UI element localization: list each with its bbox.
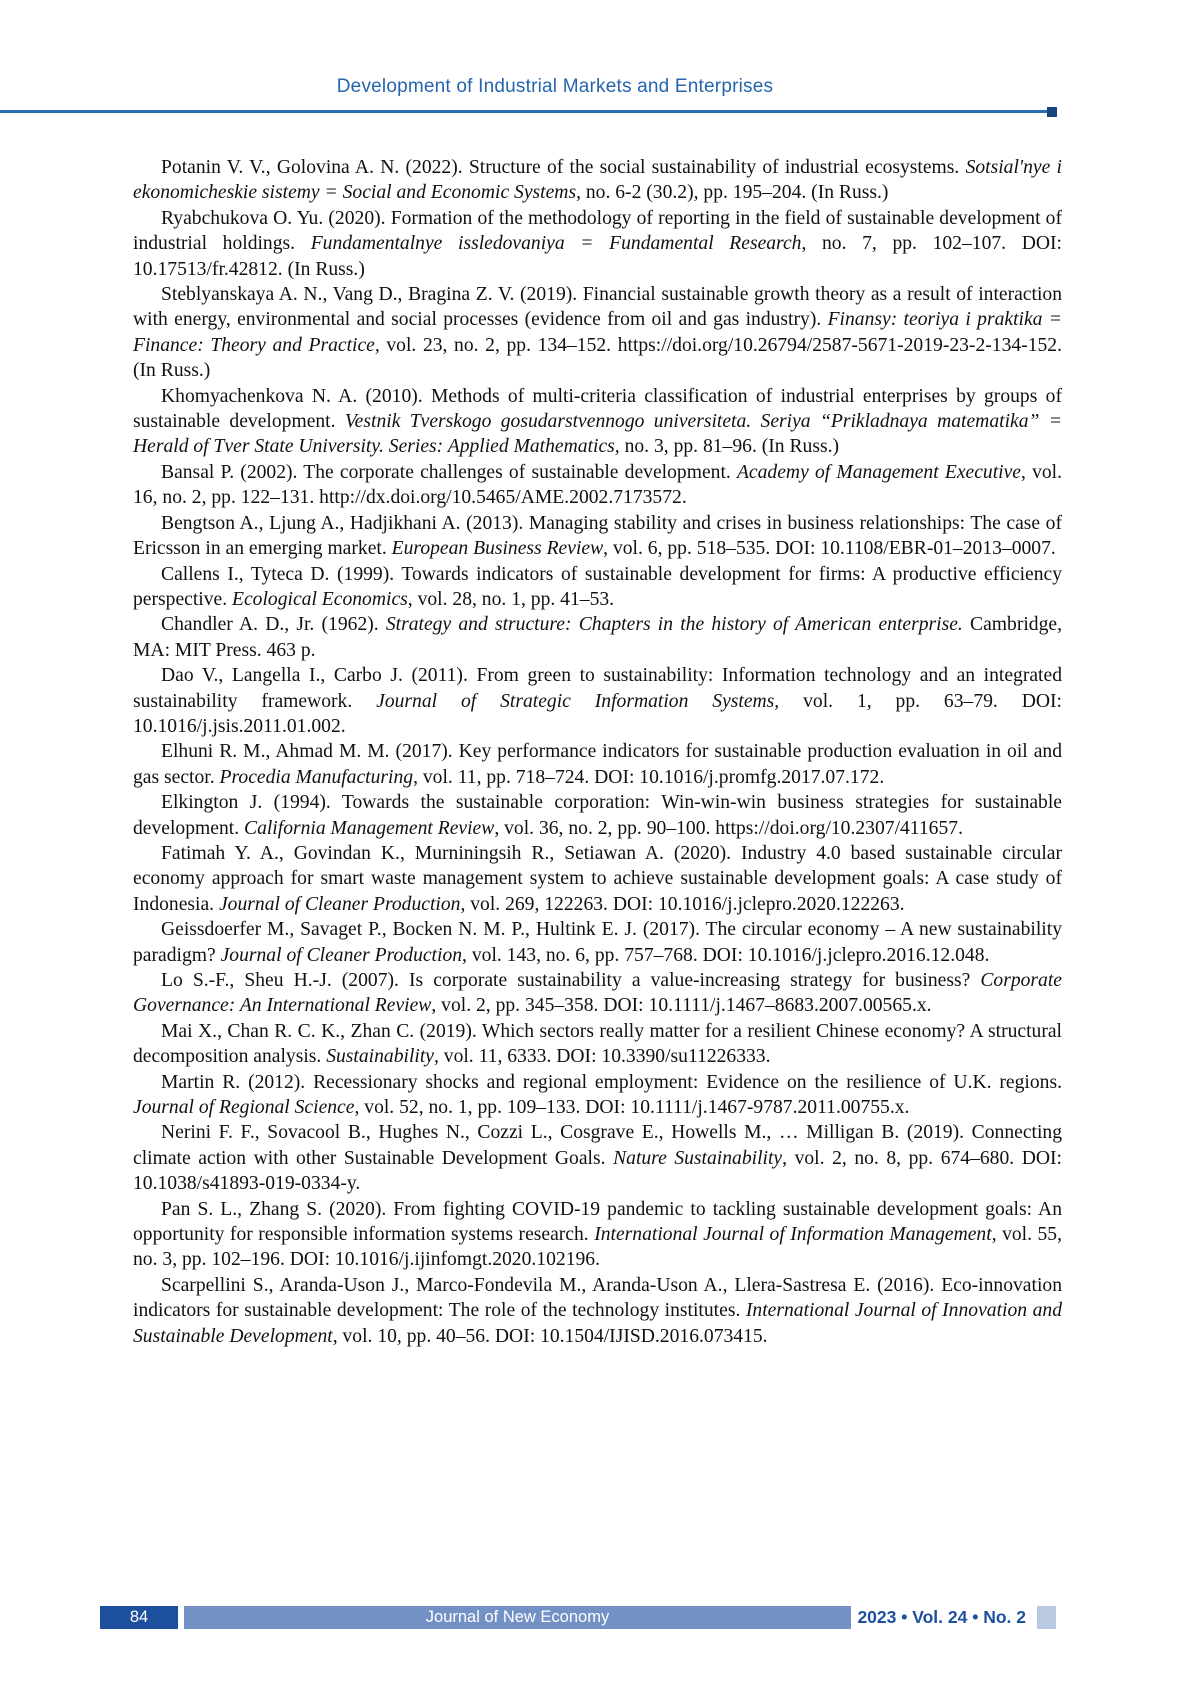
reference-text: , vol. 10, pp. 40–56. DOI: 10.1504/IJISD.2016.073415. [332,1325,768,1347]
reference-entry [133,511,1062,562]
reference-text: Mai X., Chan R. C. K., Zhan C. (2019). Which sectors really matter for a resilient Chinese economy? A structural decomposition analysis. [133,1020,1062,1068]
reference-text: vol. 23, no. 2, pp. 134–152. https://doi.org/10.26794/2587-5671-2019-23-2-134-152. (In Russ.) [133,334,1062,382]
reference-entry [133,663,1062,739]
reference-text: Lo S.-F., Sheu H.-J. (2007). Is corporate sustainability a value-increasing strategy for business? [161,970,981,991]
reference-text: Dao V., Langella I., Carbo J. (2011). From green to sustainability: Information technology and an integrated sustainability framework. [133,665,1062,712]
reference-text: Geissdoerfer M., Savaget P., Bocken N. M. P., Hultink E. J. (2017). The circular economy – A new sustainability paradigm? [133,919,1062,966]
journal-name-bar [184,1606,851,1629]
reference-source-title: International Journal of Innovation and Sustainable Development [133,1300,1062,1347]
reference-entry [133,206,1062,282]
reference-text: , vol. 36, no. 2, pp. 90–100. https://doi.org/10.2307/411657. [494,817,963,839]
reference-entry [133,1120,1062,1196]
reference-text: Nerini F. F., Sovacool B., Hughes N., Cozzi L., Cosgrave E., Howells M., … Milligan B. (2019). Connecting climate action with other Sustainable Development Goals. [133,1122,1062,1169]
reference-text: , vol. 28, no. 1, pp. 41–53. [407,588,615,610]
reference-text: no. 6-2 (30.2), pp. 195–204. (In Russ.) [580,182,889,204]
reference-text: Ryabchukova O. Yu. (2020). Formation of the methodology of reporting in the field of sustainable development of industrial holdings. [133,207,1062,255]
reference-source-title: Strategy and structure: Chapters in the history of American enterprise. [385,614,963,636]
reference-source-title: Sustainability [326,1046,434,1068]
reference-text: , vol. 16, no. 2, pp. 122–131. http://dx.doi.org/10.5465/AME.2002.7173572. [133,461,1062,509]
reference-text: Steblyanskaya A. N., Vang D., Bragina Z. V. (2019). Financial sustainable growth theory as a result of interaction with energy, environmental and social processes (evidence from oil and gas industry). [133,284,1062,331]
reference-text: , vol. 52, no. 1, pp. 109–133. DOI: 10.1111/j.1467-9787.2011.00755.x. [354,1097,910,1119]
reference-entry [133,155,1062,206]
reference-text: Pan S. L., Zhang S. (2020). From fighting COVID-19 pandemic to tackling sustainable development goals: An opportunity for responsible information systems research. [133,1198,1062,1246]
reference-source-title: International Journal of Information Management [594,1224,992,1246]
reference-text: , vol. 2, no. 8, pp. 674–680. DOI: 10.1038/s41893-019-0334-y. [133,1147,1062,1195]
reference-text: Potanin V. V., Golovina A. N. (2022). Structure of the social sustainability of industrial ecosystems. [161,157,966,178]
footer-end-square-decor [1037,1606,1056,1629]
reference-text: vol. 1, pp. 63–79. DOI: 10.1016/j.jsis.2011.01.002. [133,690,1062,737]
reference-text: , no. 7, pp. 102–107. DOI: 10.17513/fr.42812. (In Russ.) [133,233,1062,280]
reference-source-title: Corporate Governance: An International Review [133,970,1062,1017]
reference-text: Callens I., Tyteca D. (1999). Towards indicators of sustainable development for firms: A productive efficiency perspective. [133,563,1062,610]
header-rule-end-square [1047,107,1057,117]
reference-entry [133,968,1062,1019]
reference-text: , vol. 2, pp. 345–358. DOI: 10.1111/j.1467–8683.2007.00565.x. [431,995,932,1017]
reference-text: , vol. 143, no. 6, pp. 757–768. DOI: 10.1016/j.jclepro.2016.12.048. [462,944,990,966]
reference-text: Chandler A. D., Jr. (1962). [161,614,386,636]
reference-source-title: Procedia Manufacturing [219,766,414,788]
reference-text: Elkington J. (1994). Towards the sustainable corporation: Win-win-win business strategies for sustainable development. [133,792,1062,839]
reference-text: , vol. 11, 6333. DOI: 10.3390/su11226333. [433,1046,771,1068]
reference-source-title: Journal of Strategic Information Systems, [376,690,780,712]
reference-entry [133,841,1062,917]
reference-source-title: Fundamentalnye issledovaniya = Fundamental Research [310,233,802,255]
reference-text: no. 3, pp. 81–96. (In Russ.) [619,436,840,458]
reference-entry [133,612,1062,663]
reference-text: Bansal P. (2002). The corporate challenges of sustainable development. [161,461,737,483]
reference-source-title: Academy of Management Executive [736,461,1021,483]
reference-text: Cambridge, MA: MIT Press. 463 p. [133,614,1062,661]
reference-entry [133,917,1062,968]
reference-entry [133,1070,1062,1121]
reference-source-title: Sotsial'nye i ekonomicheskie sistemy = Social and Economic Systems, [133,157,1062,204]
reference-source-title: Journal of Cleaner Production [218,893,461,915]
reference-text: Bengtson A., Ljung A., Hadjikhani A. (2013). Managing stability and crises in business relationships: The case of Ericsson in an emerging market. [133,512,1062,560]
reference-entry [133,739,1062,790]
reference-entry [133,790,1062,841]
page-number-badge: 84 [100,1606,178,1629]
reference-source-title: Journal of Cleaner Production [220,944,463,966]
reference-source-title: California Management Review [244,817,495,839]
reference-text: Scarpellini S., Aranda-Uson J., Marco-Fondevila M., Aranda-Uson A., Llera-Sastresa E. (2016). Eco-innovation indicators for sustainable development: The role of the technology institutes. [133,1274,1062,1322]
reference-source-title: Journal of Regional Science [133,1097,355,1119]
running-header-title: Development of Industrial Markets and Enterprises [336,76,774,97]
reference-text: , vol. 6, pp. 518–535. DOI: 10.1108/EBR-01–2013–0007. [603,538,1056,560]
reference-text: , vol. 55, no. 3, pp. 102–196. DOI: 10.1016/j.ijinfomgt.2020.102196. [133,1224,1062,1271]
reference-entry [133,282,1062,384]
reference-text: , vol. 11, pp. 718–724. DOI: 10.1016/j.promfg.2017.07.172. [413,766,885,788]
reference-source-title: Vestnik Tverskogo gosudarstvennogo universiteta. Seriya “Prikladnaya matematika” = Herald of Tver State University. Series: Applied Mathematics, [133,411,1062,458]
reference-entry [133,1273,1062,1349]
reference-entry [133,562,1062,613]
reference-text: Fatimah Y. A., Govindan K., Murniningsih R., Setiawan A. (2020). Industry 4.0 based sustainable circular economy approach for smart waste management system to achieve sustainable development goals: A case study of Indonesia. [133,842,1062,915]
references-list [133,155,1062,1349]
reference-text: Martin R. (2012). Recessionary shocks and regional employment: Evidence on the resilience of U.K. regions. [161,1071,1062,1093]
reference-source-title: Ecological Economics [232,588,408,610]
reference-source-title: Finansy: teoriya i praktika = Finance: Theory and Practice, [133,309,1062,356]
reference-source-title: Nature Sustainability [613,1147,783,1169]
issue-info: 2023 • Vol. 24 • No. 2 [857,1607,1026,1627]
reference-entry [133,460,1062,511]
header-rule [0,110,1053,113]
reference-entry [133,384,1062,460]
journal-name: Journal of New Economy [425,1608,610,1626]
reference-entry [133,1197,1062,1273]
reference-source-title: European Business Review [391,538,604,560]
reference-entry [133,1019,1062,1070]
reference-text: Elhuni R. M., Ahmad M. M. (2017). Key performance indicators for sustainable production evaluation in oil and gas sector. [133,741,1062,788]
reference-text: , vol. 269, 122263. DOI: 10.1016/j.jclepro.2020.122263. [460,893,905,915]
reference-text: Khomyachenkova N. A. (2010). Methods of multi-criteria classification of industrial enterprises by groups of sustainable development. [133,385,1062,433]
